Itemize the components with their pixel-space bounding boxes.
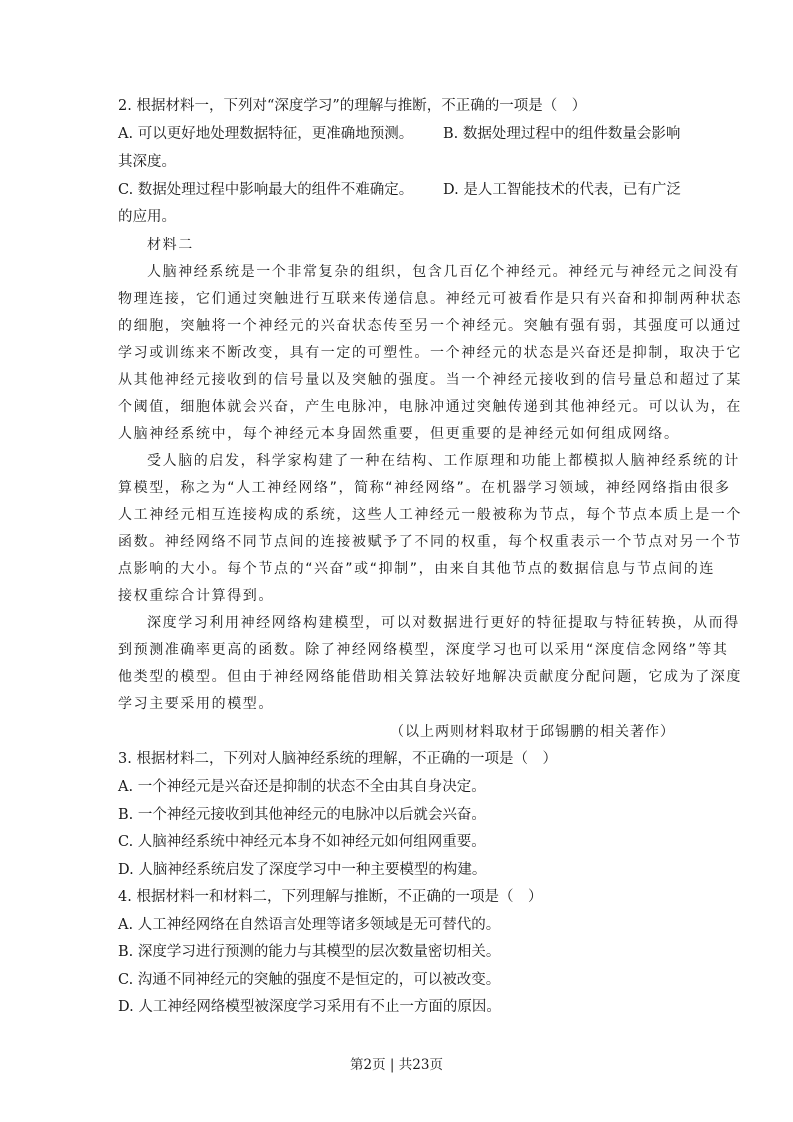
material2-p1-line: 人脑神经系统是一个非常复杂的组织，包含几百亿个神经元。神经元与神经元之间没有 (147, 264, 740, 280)
q2-stem: 2. 根据材料一，下列对“深度学习”的理解与推断，不正确的一项是（ ） (118, 98, 587, 114)
material2-p2-line: 接权重综合计算得到。 (118, 588, 274, 604)
material2-p3-line: 他类型的模型。但由于神经网络能借助相关算法较好地解决贡献度分配问题，它成为了深度 (118, 669, 742, 685)
q2-option-c: C. 数据处理过程中影响最大的组件不难确定。 (118, 182, 414, 198)
q2-option-d: D. 是人工智能技术的代表，已有广泛 (443, 182, 681, 198)
q3-option-c: C. 人脑神经系统中神经元本身不如神经元如何组网重要。 (118, 834, 486, 850)
material-source: （以上两则材料取材于邱锡鹏的相关著作） (390, 724, 675, 740)
material2-p2-line: 人工神经元相互连接构成的系统，这些人工神经元一般被称为节点，每个节点本质上是一个 (118, 507, 742, 523)
q3-option-a: A. 一个神经元是兴奋还是抑制的状态不全由其自身决定。 (118, 779, 486, 795)
material2-p3-line: 学习主要采用的模型。 (118, 696, 274, 712)
q4-stem: 4. 根据材料一和材料二，下列理解与推断，不正确的一项是（ ） (118, 889, 543, 905)
q4-option-c: C. 沟通不同神经元的突触的强度不是恒定的，可以被改变。 (118, 972, 501, 988)
material2-p2-line: 受人脑的启发，科学家构建了一种在结构、工作原理和功能上都模拟人脑神经系统的计 (147, 453, 740, 469)
q4-option-d: D. 人工神经网络模型被深度学习采用有不止一方面的原因。 (118, 999, 501, 1015)
q2-option-a: A. 可以更好地处理数据特征，更准确地预测。 (118, 126, 414, 142)
q2-option-b: B. 数据处理过程中的组件数量会影响 (443, 126, 681, 142)
q3-option-d: D. 人脑神经系统启发了深度学习中一种主要模型的构建。 (118, 862, 487, 878)
material2-p2-line: 点影响的大小。每个节点的“兴奋”或“抑制”，由来自其他节点的数据信息与节点间的连 (118, 561, 716, 577)
material2-p1-line: 人脑神经系统中，每个神经元本身固然重要，但更重要的是神经元如何组成网络。 (118, 426, 680, 442)
material2-heading: 材料二 (147, 237, 194, 253)
material2-p2-line: 算模型，称之为“人工神经网络”，简称“神经网络”。在机器学习领域，神经网络指由很多 (118, 480, 731, 496)
page-footer: 第2页 | 共23页 (350, 1057, 443, 1073)
q2-option-b-cont: 其深度。 (118, 154, 176, 170)
q4-option-a: A. 人工神经网络在自然语言处理等诸多领域是无可替代的。 (118, 917, 501, 933)
q2-option-d-cont: 的应用。 (118, 209, 176, 225)
material2-p1-line: 学习或训练来不断改变，具有一定的可塑性。一个神经元的状态是兴奋还是抑制，取决于它 (118, 345, 742, 361)
material2-p3-line: 到预测准确率更高的函数。除了神经网络模型，深度学习也可以采用“深度信念网络”等其 (118, 642, 729, 658)
material2-p1-line: 的细胞，突触将一个神经元的兴奋状态传至另一个神经元。突触有强有弱，其强度可以通过 (118, 318, 742, 334)
material2-p1-line: 物理连接，它们通过突触进行互联来传递信息。神经元可被看作是只有兴奋和抑制两种状态 (118, 291, 742, 307)
q4-option-b: B. 深度学习进行预测的能力与其模型的层次数量密切相关。 (118, 944, 501, 960)
material2-p1-line: 从其他神经元接收到的信号量以及突触的强度。当一个神经元接收到的信号量总和超过了某 (118, 372, 742, 388)
material2-p2-line: 函数。神经网络不同节点间的连接被赋予了不同的权重，每个权重表示一个节点对另一个节 (118, 534, 742, 550)
material2-p3-line: 深度学习利用神经网络构建模型，可以对数据进行更好的特征提取与特征转换，从而得 (147, 615, 740, 631)
material2-p1-line: 个阈值，细胞体就会兴奋，产生电脉冲，电脉冲通过突触传递到其他神经元。可以认为，在 (118, 399, 742, 415)
q3-option-b: B. 一个神经元接收到其他神经元的电脉冲以后就会兴奋。 (118, 807, 486, 823)
q3-stem: 3. 根据材料二，下列对人脑神经系统的理解，不正确的一项是（ ） (118, 751, 557, 767)
